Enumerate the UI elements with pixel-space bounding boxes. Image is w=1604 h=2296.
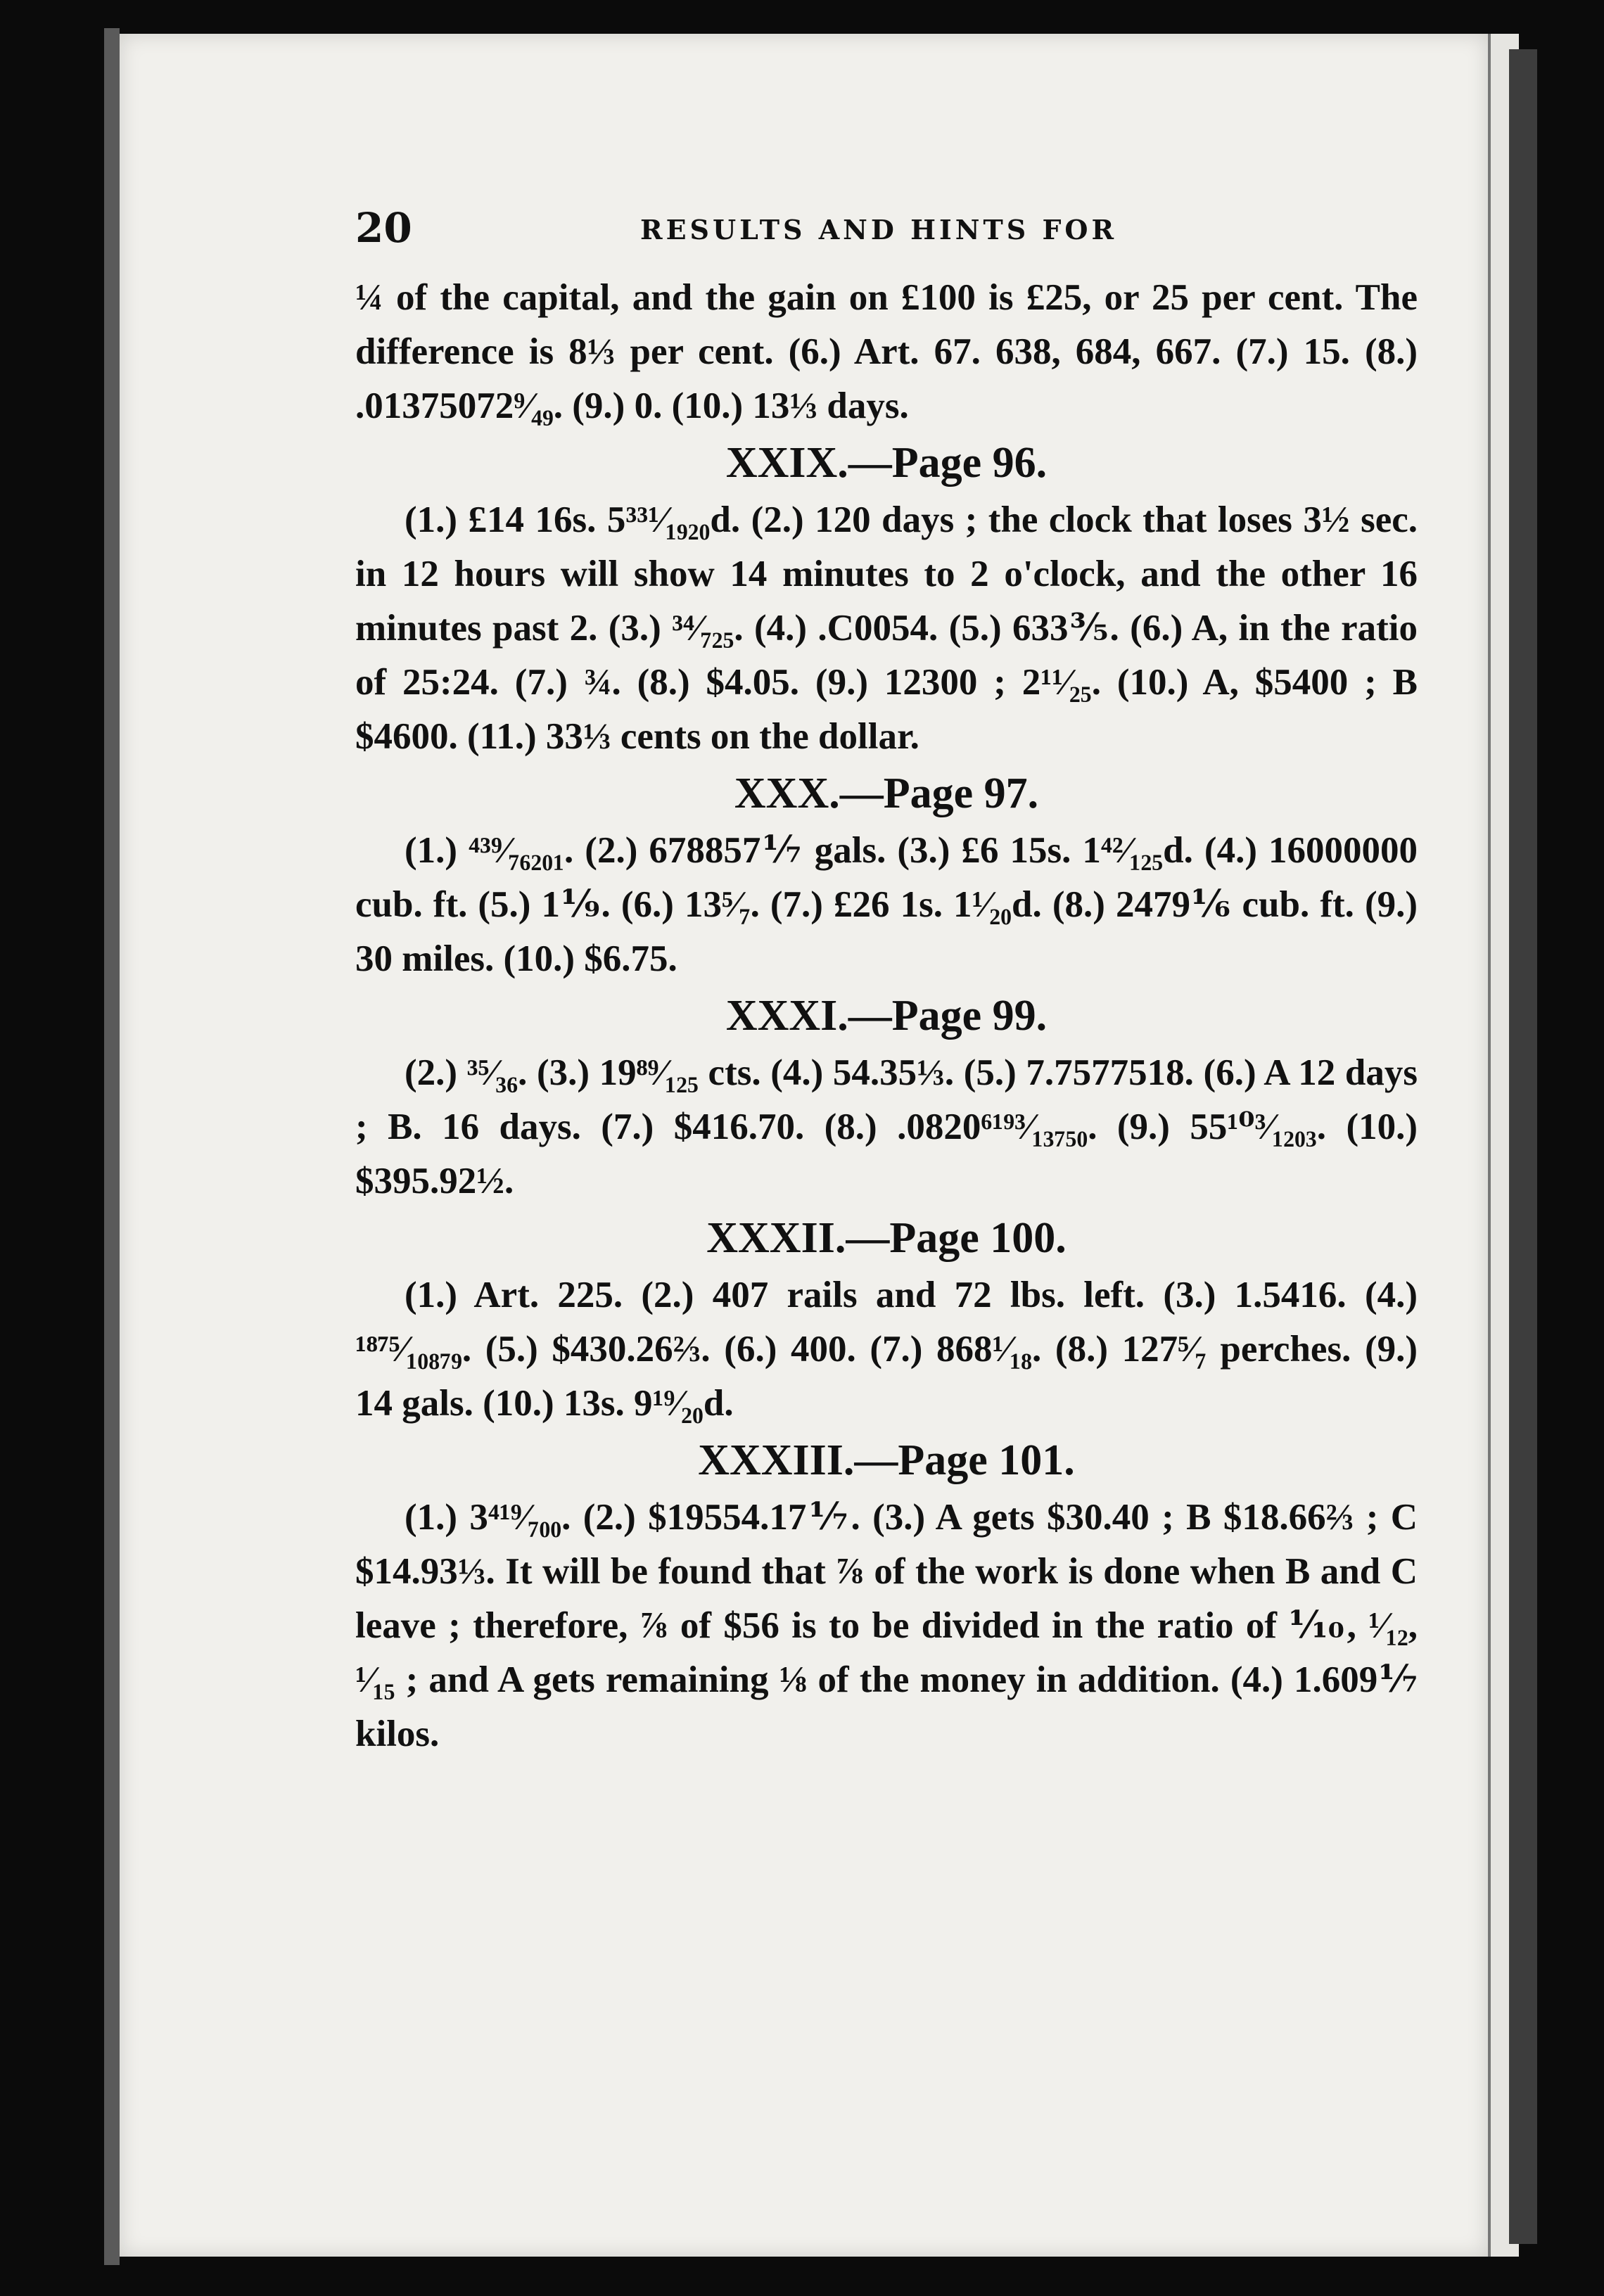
section-title-xxxi: XXXI.—Page 99. [725,992,1048,1040]
section-title-xxxiii: XXXIII.—Page 101. [698,1436,1075,1484]
book-spine-shadow [104,28,120,2265]
page-body [355,271,1418,1761]
section-text-xxxii: (1.) Art. 225. (2.) 407 rails and 72 lbs. left. (3.) 1.5416. (4.) ¹⁸⁷⁵⁄₁₀₈₇₉. (5.) $430.26⅔. (6.) 400. (7.) 868¹⁄₁₈. (8.) 127⁵⁄₇ perches. (9.) 14 gals. (10.) 13s. 9¹⁹⁄₂₀d. [355,1275,1418,1424]
section-title-xxxii: XXXII.—Page 100. [706,1214,1067,1262]
intro-paragraph: ¼ of the capital, and the gain on £100 is £25, or 25 per cent. The difference is 8⅓ per cent. (6.) Art. 67. 638, 684, 667. (7.) 15. (8.) .01375072⁹⁄₄₉. (9.) 0. (10.) 13⅓ days. [355,277,1418,426]
section-text-xxxi: (2.) ³⁵⁄₃₆. (3.) 19⁸⁹⁄₁₂₅ cts. (4.) 54.35⅓. (5.) 7.7577518. (6.) A 12 days ; B. 16 days. (7.) $416.70. (8.) .0820⁶¹⁹³⁄₁₃₇₅₀. (9.) 55¹⁰³⁄₁₂₀₃. (10.) $395.92½. [355,1052,1418,1201]
section-text-xxix: (1.) £14 16s. 5³³¹⁄₁₉₂₀d. (2.) 120 days ; the clock that loses 3½ sec. in 12 hours will show 14 minutes to 2 o'clock, and the other 16 minutes past 2. (3.) ³⁴⁄₇₂₅. (4.) .C0054. (5.) 633⅗. (6.) A, in the ratio of 25:24. (7.) ¾. (8.) $4.05. (9.) 12300 ; 2¹¹⁄₂₅. (10.) A, $5400 ; B $4600. (11.) 33⅓ cents on the dollar. [355,499,1418,757]
page-header [232,204,1372,260]
section-title-xxx: XXX.—Page 97. [734,770,1039,817]
book-edge-shadow [1509,49,1537,2244]
page-number: 20 [355,204,412,252]
section-text-xxxiii: (1.) 3⁴¹⁹⁄₇₀₀. (2.) $19554.17⅐. (3.) A gets $30.40 ; B $18.66⅔ ; C $14.93⅓. It will be found that ⅞ of the work is done when B and C leave ; therefore, ⅞ of $56 is to be divided in the ratio of ⅒, ¹⁄₁₂, ¹⁄₁₅ ; and A gets remaining ⅛ of the money in addition. (4.) 1.609⅐ kilos. [355,1497,1418,1754]
section-title-xxix: XXIX.—Page 96. [725,439,1048,487]
running-title: RESULTS AND HINTS FOR [640,214,1118,245]
section-text-xxx: (1.) ⁴³⁹⁄₇₆₂₀₁. (2.) 678857⅐ gals. (3.) £6 15s. 1⁴²⁄₁₂₅d. (4.) 16000000 cub. ft. (5.) 1⅑. (6.) 13⁵⁄₇. (7.) £26 1s. 1¹⁄₂₀d. (8.) 2479⅙ cub. ft. (9.) 30 miles. (10.) $6.75. [355,830,1418,979]
